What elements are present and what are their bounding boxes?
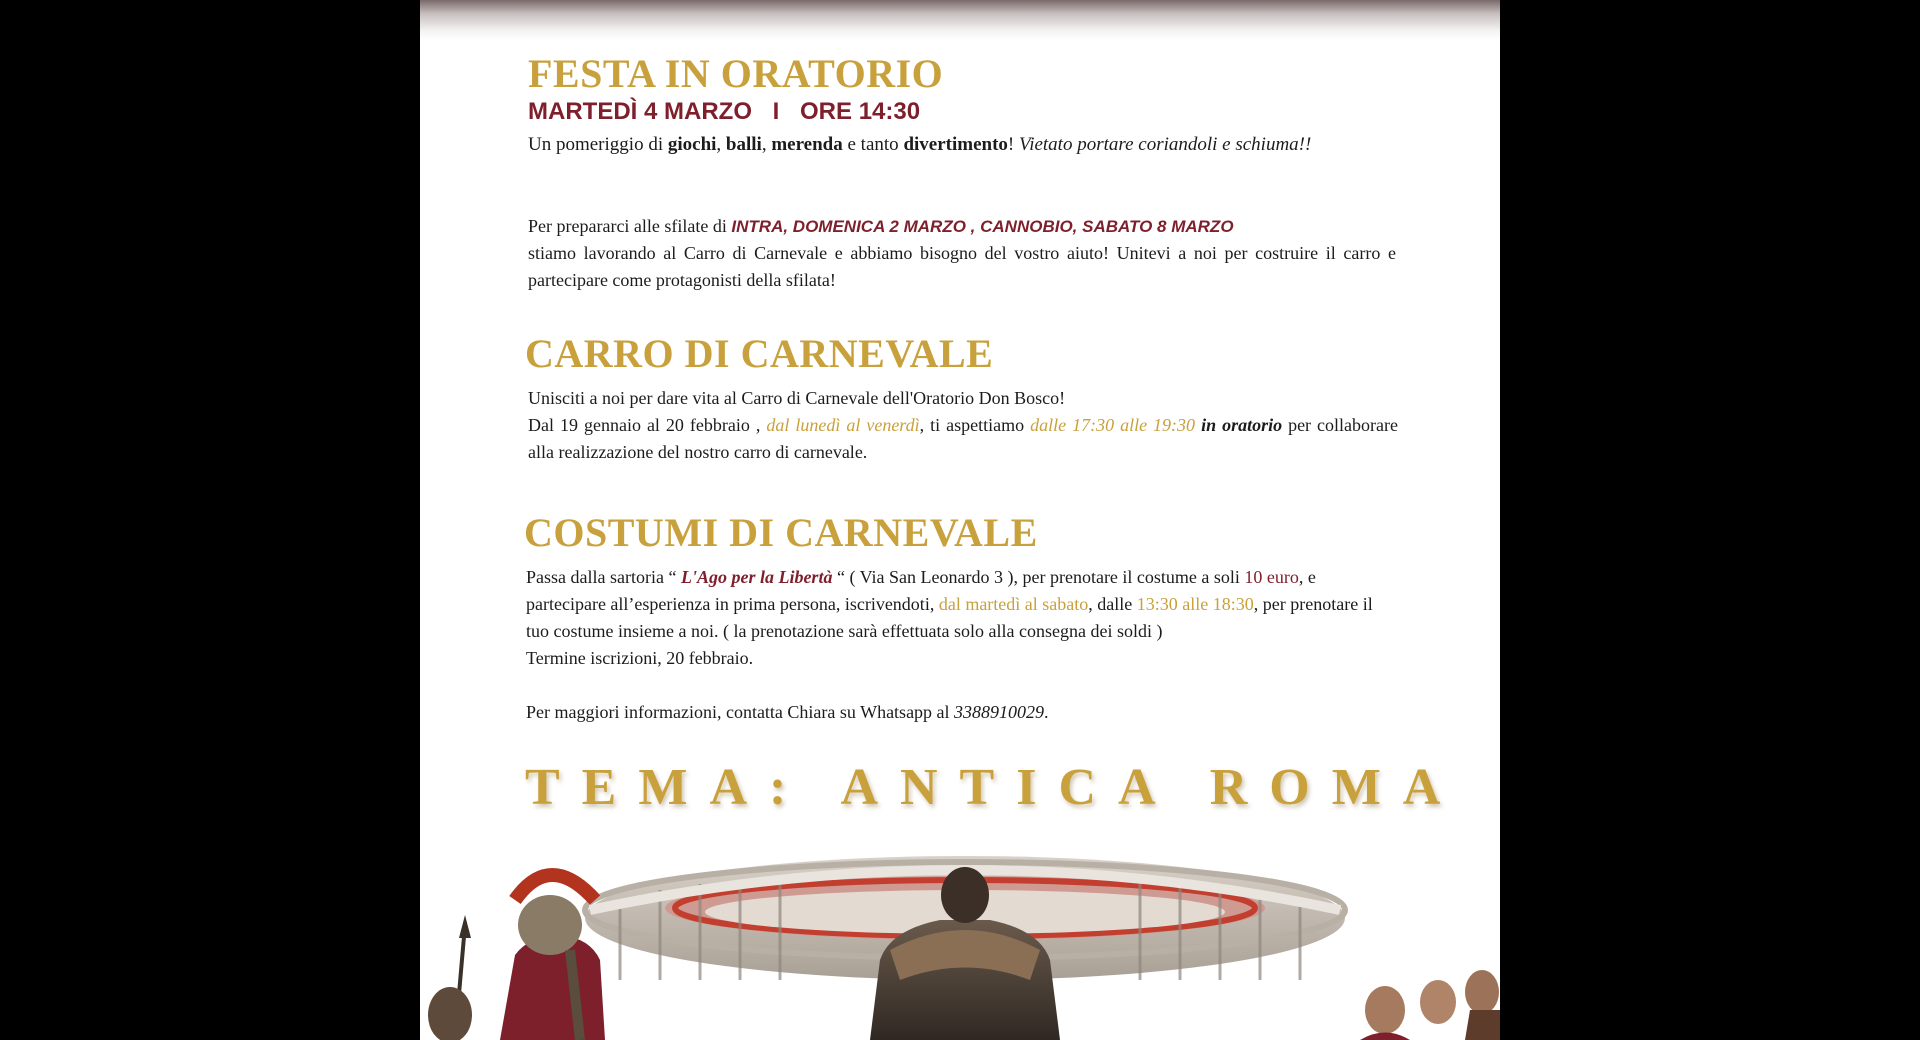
costumi-paragraph: Passa dalla sartoria “ L'Ago per la Libertà “ ( Via San Leonardo 3 ), per prenotare il costume a soli 10 euro, e partecipare all’esperienza in prima persona, iscrivendoti, dal martedì al sabato, dalle 13:30 alle 18:30, per prenotare il tuo costume insieme a noi. ( la prenotazione sarà effettuata solo alla consegna dei soldi ) Termine iscrizioni, 20 febbraio. bbox=[526, 567, 1373, 668]
carro-title: CARRO DI CARNEVALE bbox=[525, 331, 994, 376]
sartoria-name: L'Ago per la Libertà bbox=[680, 567, 833, 587]
costumi-deadline: Termine iscrizioni, 20 febbraio. bbox=[526, 648, 754, 668]
festa-datetime bbox=[528, 98, 920, 126]
flyer-page bbox=[420, 0, 1500, 1040]
contact-phone: 3388910029 bbox=[954, 702, 1045, 722]
sfilate-paragraph: Per prepararci alle sfilate di INTRA, DOMENICA 2 MARZO , CANNOBIO, SABATO 8 MARZO stiamo lavorando al Carro di Carnevale e abbiamo bisogno del vostro aiuto! Unitevi a noi per costruire il carro e partecipare come protagonisti della sfilata! bbox=[528, 216, 1396, 290]
carro-place: in oratorio bbox=[1201, 415, 1283, 435]
festa-date: MARTEDÌ 4 MARZO bbox=[528, 98, 752, 125]
costumi-title: COSTUMI DI CARNEVALE bbox=[524, 510, 1038, 555]
festa-description: Un pomeriggio di giochi, balli, merenda e tanto divertimento! Vietato portare coriandoli e schiuma!! bbox=[528, 134, 1312, 155]
theme-title: TEMA: ANTICA ROMA bbox=[525, 759, 1463, 816]
roman-soldier-icon bbox=[500, 875, 605, 1040]
spear-icon bbox=[428, 915, 472, 1040]
roman-figures-icon bbox=[1360, 970, 1500, 1040]
carro-paragraph: Unisciti a noi per dare vita al Carro di Carnevale dell'Oratorio Don Bosco! Dal 19 gennaio al 20 febbraio , dal lunedì al venerdì, ti aspettiamo dalle 17:30 alle 19:30 in oratorio per collaborare alla realizzazione del nostro carro di carnevale. bbox=[528, 388, 1398, 462]
top-shadow-band bbox=[420, 0, 1500, 40]
sfilata-intra: INTRA, DOMENICA 2 MARZO bbox=[731, 217, 966, 236]
costumi-days: dal martedì al sabato bbox=[938, 594, 1089, 614]
costumi-hours: 13:30 alle 18:30 bbox=[1136, 594, 1254, 614]
festa-separator: I bbox=[772, 98, 780, 125]
festa-title: FESTA IN ORATORIO bbox=[528, 51, 944, 96]
antica-roma-illustration bbox=[420, 840, 1500, 1040]
festa-warning: Vietato portare coriandoli e schiuma!! bbox=[1019, 134, 1312, 155]
info-line: Per maggiori informazioni, contatta Chiara su Whatsapp al 3388910029. bbox=[526, 702, 1049, 722]
costume-price: 10 euro bbox=[1244, 567, 1299, 587]
carro-hours: dalle 17:30 alle 19:30 bbox=[1030, 415, 1196, 435]
sfilata-cannobio: CANNOBIO, SABATO 8 MARZO bbox=[980, 217, 1234, 236]
carro-days: dal lunedì al venerdì bbox=[766, 415, 920, 435]
festa-time: ORE 14:30 bbox=[800, 98, 921, 125]
